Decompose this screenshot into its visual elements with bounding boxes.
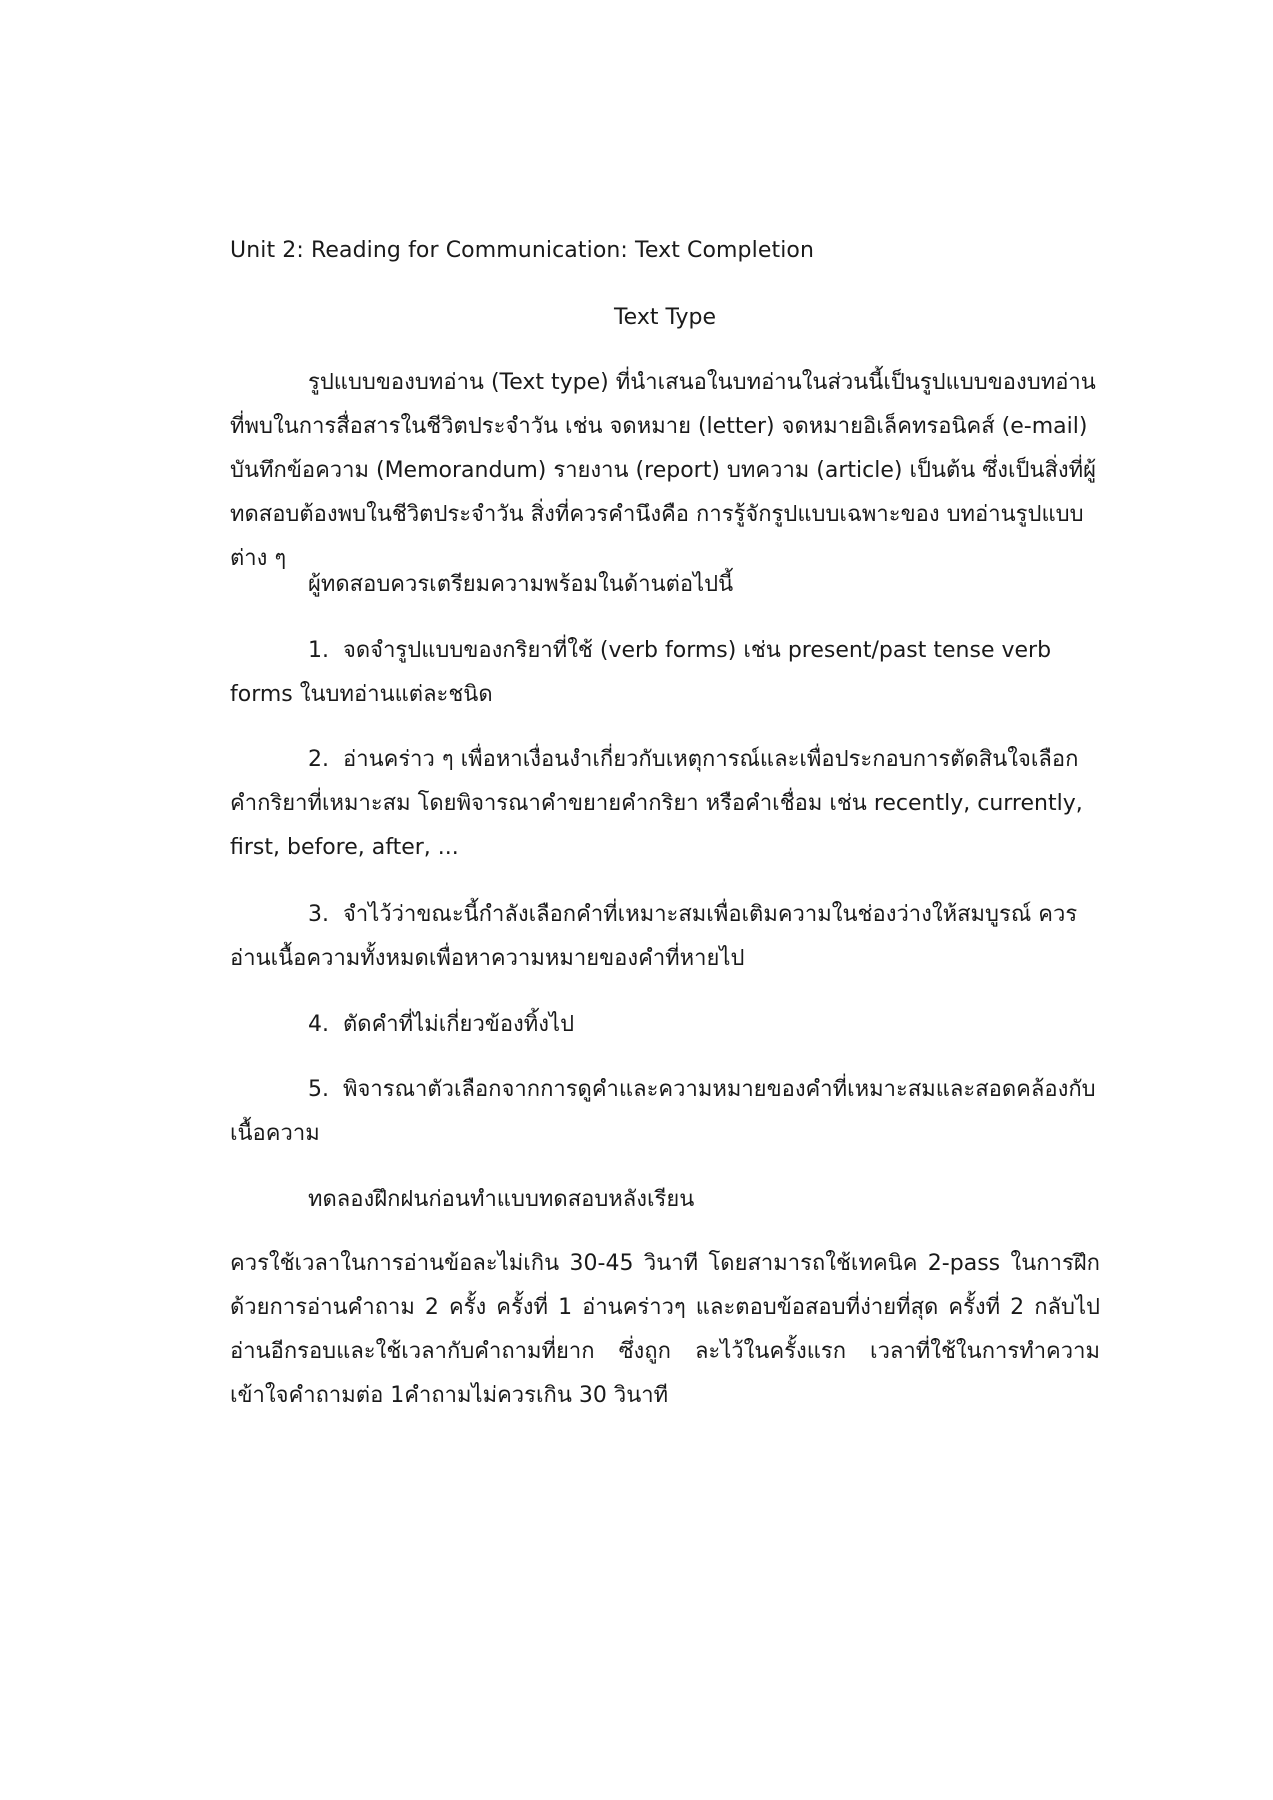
list-item [230,1068,1100,1156]
unit-title: Unit 2: Reading for Communication: Text Completion [230,238,815,263]
list-item-number: 3. [308,902,329,927]
advice-paragraph: ควรใช้เวลาในการอ่านข้อละไม่เกิน 30-45 วินาที โดยสามารถใช้เทคนิค 2-pass ในการฝึก ด้วยการอ่านคำถาม 2 ครั้ง ครั้งที่ 1 อ่านคร่าวๆ และตอบข้อสอบที่ง่ายที่สุด ครั้งที่ 2 กลับไปอ่านอีกรอบและใช้เวลากับคำถามที่ยาก ซึ่งถูก ละไว้ในครั้งแรก เวลาที่ใช้ในการทำความเข้าใจคำถามต่อ 1คำถามไม่ควรเกิน 30 วินาที [230,1251,1100,1408]
list-item-text: ตัดคำที่ไม่เกี่ยวข้องทิ้งไป [343,1012,575,1037]
prep-heading: ผู้ทดสอบควรเตรียมความพร้อมในด้านต่อไปนี้ [308,572,734,597]
list-item-number: 5. [308,1077,329,1102]
list-item [230,893,1100,981]
list-item [230,629,1100,717]
practice-heading: ทดลองฝึกฝนก่อนทำแบบทดสอบหลังเรียน [308,1187,695,1212]
list-item-text: อ่านคร่าว ๆ เพื่อหาเงื่อนงำเกี่ยวกับเหตุการณ์และเพื่อประกอบการตัดสินใจเลือกคำกริยาที่เหมาะสม โดยพิจารณาคำขยายคำกริยา หรือคำเชื่อม เช่น recently, currently, first, before, after, ... [230,747,1083,860]
list-item [230,738,1100,870]
list-item-number: 1. [308,638,329,663]
list-item-text: พิจารณาตัวเลือกจากการดูคำและความหมายของคำที่เหมาะสมและสอดคล้องกับเนื้อความ [230,1077,1096,1146]
list-item-number: 4. [308,1012,329,1037]
list-item-text: จดจำรูปแบบของกริยาที่ใช้ (verb forms) เช่น present/past tense verb forms ในบทอ่านแต่ละชนิด [230,638,1052,707]
list-item-text: จำไว้ว่าขณะนี้กำลังเลือกคำที่เหมาะสมเพื่อเติมความในช่องว่างให้สมบูรณ์ ควรอ่านเนื้อความทั้งหมดเพื่อหาความหมายของคำที่หายไป [230,902,1078,971]
section-title: Text Type [613,305,717,330]
list-item-number: 2. [308,747,329,772]
intro-paragraph: รูปแบบของบทอ่าน (Text type) ที่นำเสนอในบทอ่านในส่วนนี้เป็นรูปแบบของบทอ่านที่พบในการสื่อสารในชีวิตประจำวัน เช่น จดหมาย (letter) จดหมายอิเล็คทรอนิคส์ (e-mail) บันทึกข้อความ (Memorandum) รายงาน (report) บทความ (article) เป็นต้น ซึ่งเป็นสิ่งที่ผู้ทดสอบต้องพบในชีวิตประจำวัน สิ่งที่ควรคำนึงคือ การรู้จักรูปแบบเฉพาะของ บทอ่านรูปแบบต่าง ๆ [230,370,1097,571]
list-item [230,1003,1100,1047]
